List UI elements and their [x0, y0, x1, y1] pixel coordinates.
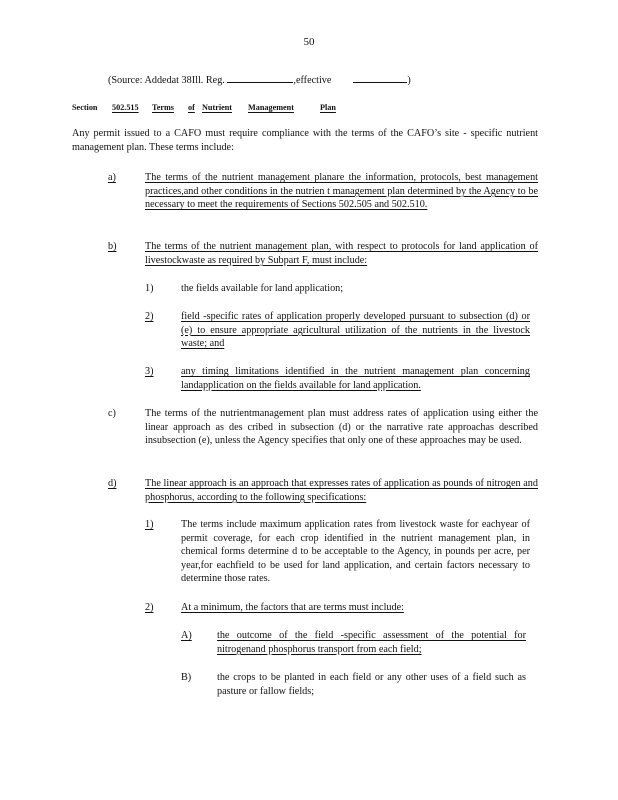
- register-page-blank: [227, 72, 293, 83]
- heading-terms: Terms: [152, 103, 174, 112]
- list-item-c: [108, 407, 538, 448]
- item-text: field -specific rates of application properly developed pursuant to subsection (d) or (e) to ensure appropriate agricultural utilization of the nutrients in the livestock waste; and: [181, 311, 530, 350]
- list-item-b-3: [145, 365, 530, 392]
- heading-nutrient: Nutrient: [202, 103, 233, 112]
- list-item-b-1: [145, 282, 530, 296]
- item-label: 1): [145, 283, 154, 294]
- item-text: the fields available for land application;: [181, 283, 344, 294]
- item-label: c): [108, 408, 116, 419]
- effective-date-blank: [353, 72, 407, 83]
- list-item-d: [108, 477, 538, 504]
- item-text: At a minimum, the factors that are terms must include:: [181, 602, 404, 613]
- item-text: The terms of the nutrientmanagement plan must address rates of application using either the linear approach as des cribed in subsection (d) or the narrative rate approachas described insubsection (e), unless the Agency specifies that only one of these approaches may be used.: [145, 408, 538, 447]
- list-item-d-2-A: [181, 629, 526, 656]
- item-label: a): [108, 172, 116, 183]
- list-item-d-2: [145, 601, 530, 615]
- item-label: 2): [145, 311, 154, 322]
- list-item-d-1: [145, 518, 530, 586]
- item-label: d): [108, 478, 117, 489]
- item-label: 2): [145, 602, 154, 613]
- source-close: ): [407, 75, 411, 86]
- item-text: The terms of the nutrient management plan, with respect to protocols for land application of livestockwaste as required by Subpart F, must include:: [145, 241, 538, 266]
- heading-management: Management: [248, 103, 294, 112]
- item-text: the outcome of the field -specific assessment of the potential for nitrogenand phosphorus transport from each field;: [217, 630, 526, 655]
- item-text: The terms of the nutrient management planare the information, protocols, best management practices,and other conditions in the nutrien t management plan determined by the Agency to be necessary to meet the requirements of Sections 502.505 and 502.510.: [145, 172, 538, 211]
- list-item-d-2-B: [181, 671, 526, 698]
- section-number: 502.515: [112, 103, 139, 112]
- source-effective: ,effective: [293, 75, 332, 86]
- heading-plan: Plan: [320, 103, 336, 112]
- source-prefix: (Source: Addedat 38Ill. Reg.: [108, 75, 225, 86]
- item-label: 1): [145, 519, 154, 530]
- list-item-b: [108, 240, 538, 267]
- item-text: any timing limitations identified in the nutrient management plan concerning landapplication on the fields available for land application.: [181, 366, 530, 391]
- source-note: [108, 72, 411, 88]
- item-text: The terms include maximum application rates from livestock waste for eachyear of permit coverage, for each crop identified in the nutrient management plan, in chemical forms determine d to be acceptable to the Agency, in pounds per acre, per year,for eachfield to be used for land application, and certain factors necessary to determine those rates.: [181, 519, 530, 585]
- list-item-b-2: [145, 310, 530, 351]
- item-label: B): [181, 672, 192, 683]
- heading-of: of: [188, 103, 195, 112]
- item-text: The linear approach is an approach that expresses rates of application as pounds of nitrogen and phosphorus, according to the following specifications:: [145, 478, 538, 503]
- section-heading: [72, 101, 372, 115]
- item-label: b): [108, 241, 117, 252]
- item-text: the crops to be planted in each field or any other uses of a field such as pasture or fallow fields;: [217, 672, 526, 697]
- item-label: 3): [145, 366, 154, 377]
- intro-paragraph: Any permit issued to a CAFO must require compliance with the terms of the CAFO’s site - specific nutrient management plan. These terms include:: [72, 128, 538, 153]
- section-word: Section: [72, 103, 98, 112]
- page-number: 50: [303, 36, 315, 48]
- item-label: A): [181, 630, 192, 641]
- list-item-a: [108, 171, 538, 212]
